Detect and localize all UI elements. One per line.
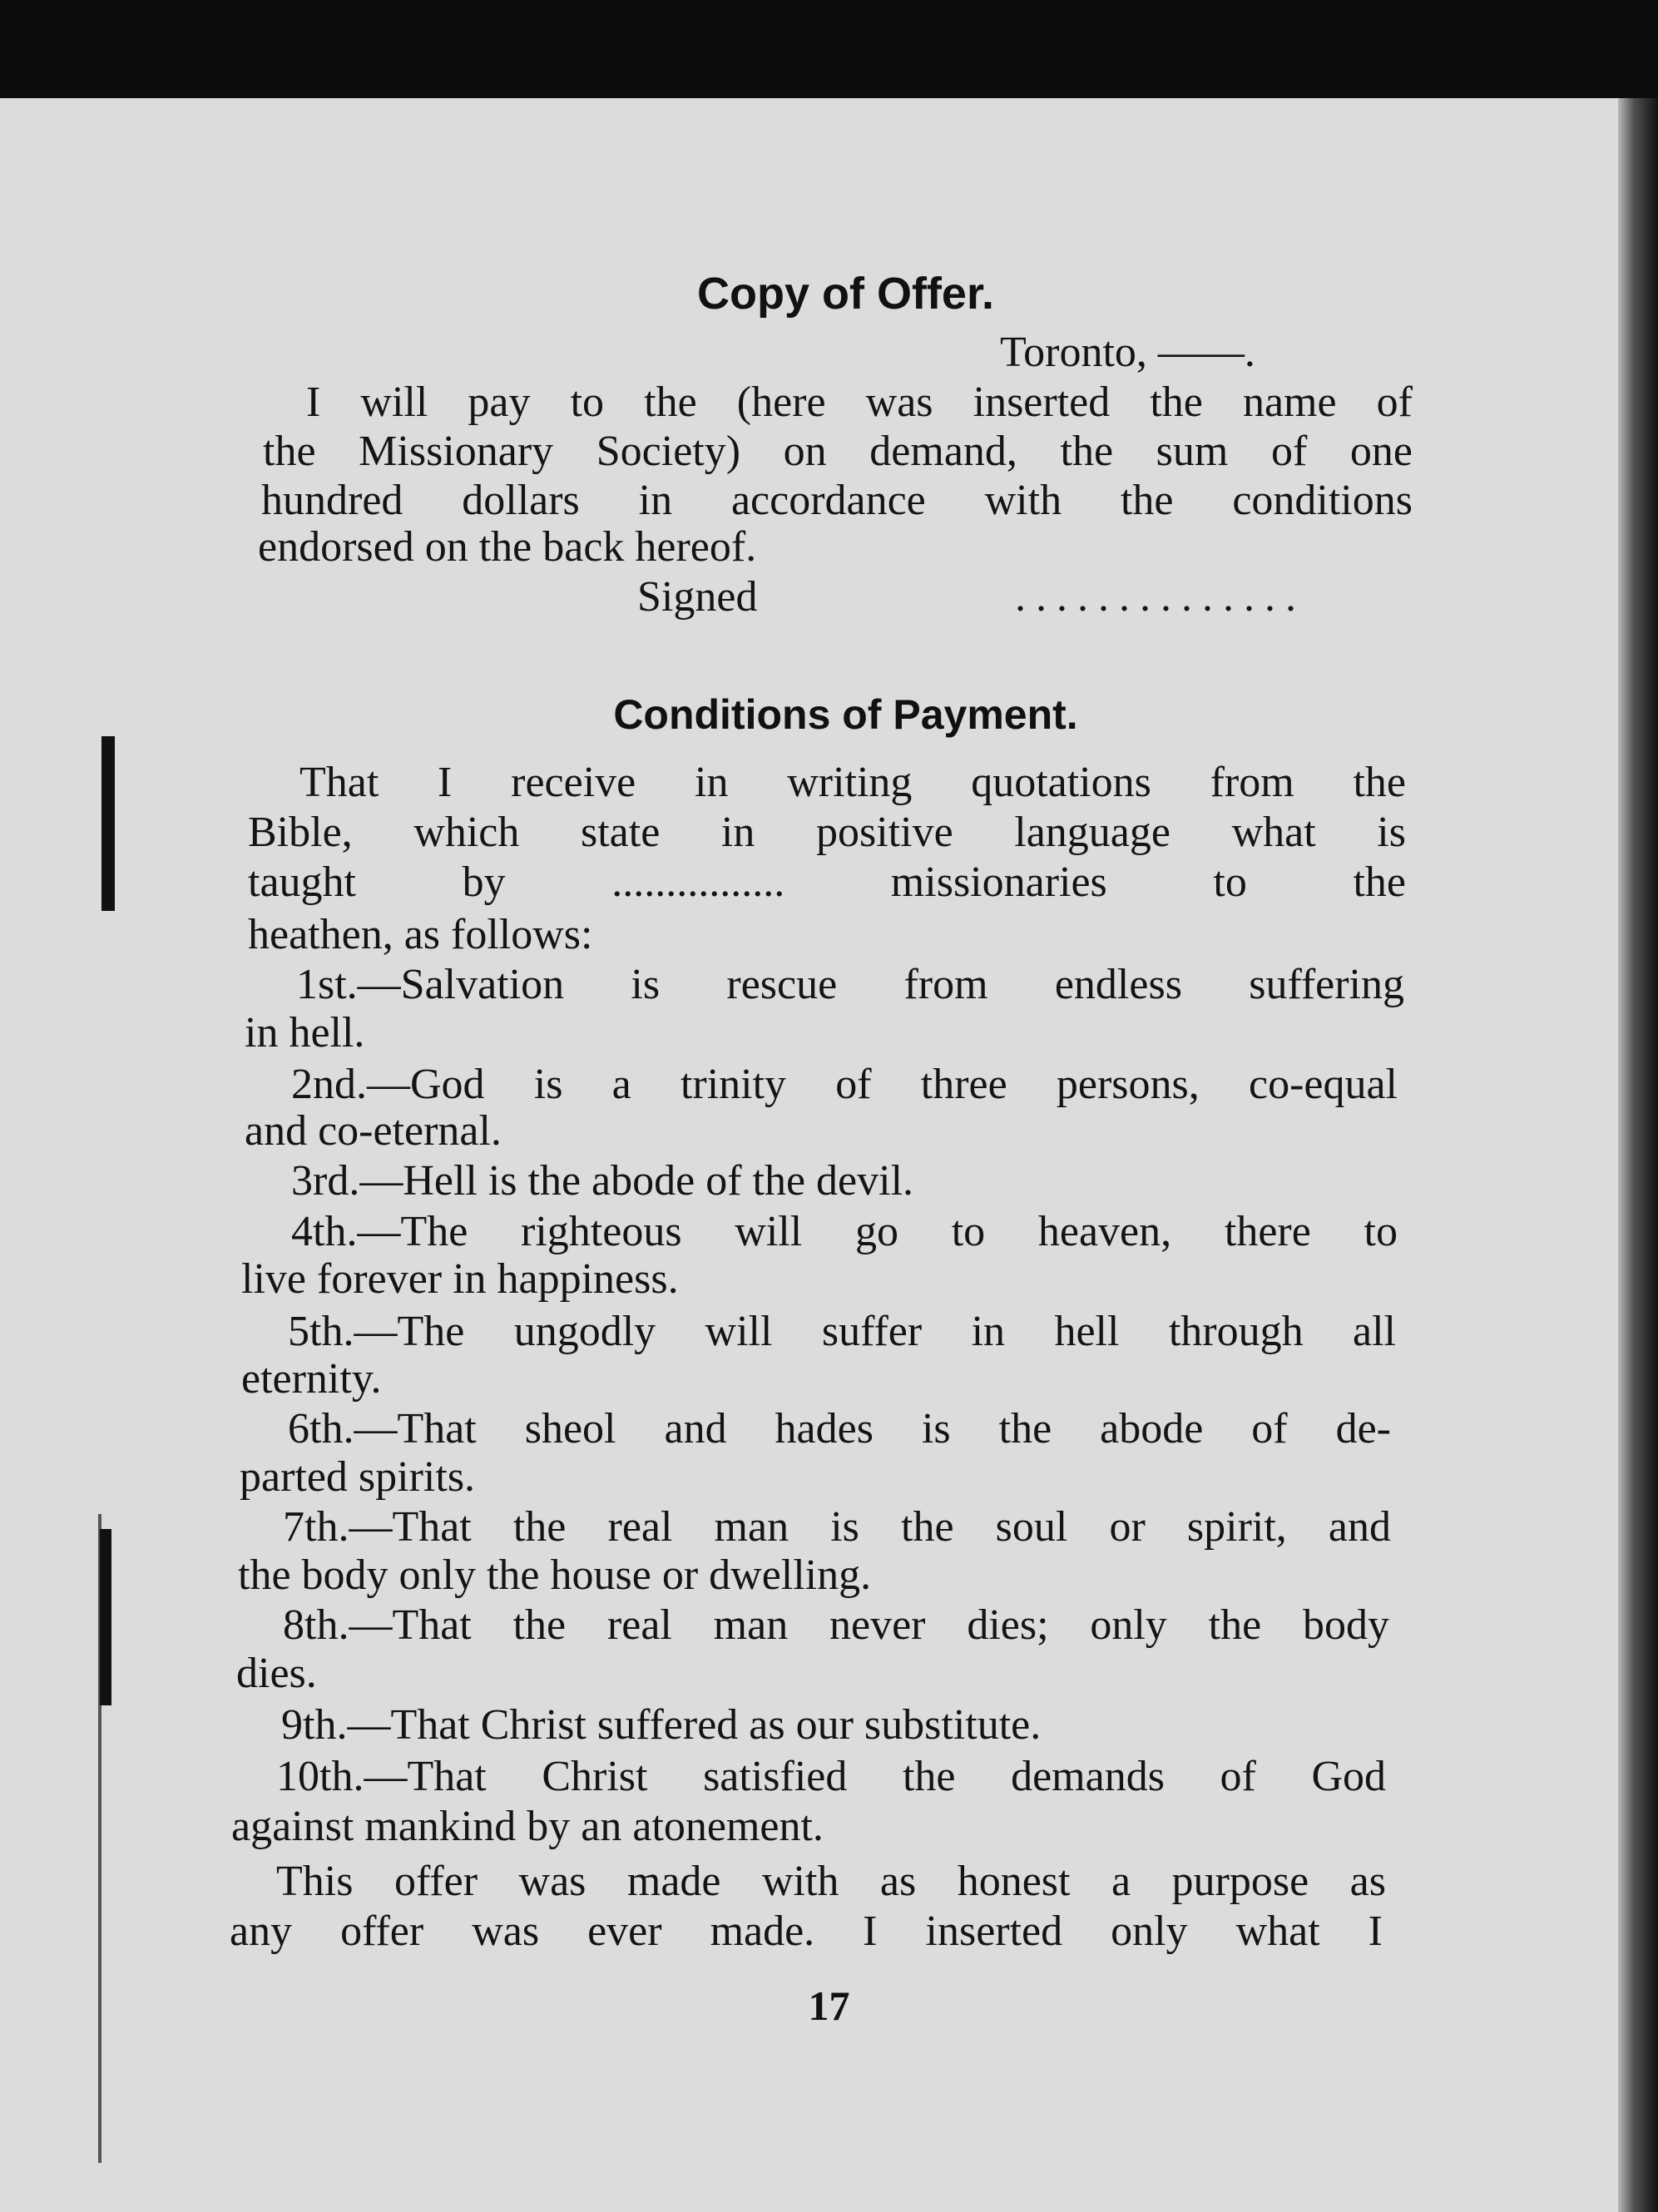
signature-line: .............. [1015,573,1306,621]
condition-line: any offer was ever made. I inserted only what I [230,1908,1383,1955]
condition-line: 9th.—That Christ suffered as our substitute. [281,1701,1042,1749]
page-edge-shadow [1618,98,1658,2212]
condition-line: 4th.—The righteous will go to heaven, there to [291,1208,1398,1255]
condition-line: in hell. [245,1009,365,1057]
offer-line: hundred dollars in accordance with the conditions [261,477,1413,524]
offer-place-date: Toronto, ——. [1000,329,1255,376]
condition-line: 10th.—That Christ satisfied the demands of God [276,1753,1386,1800]
condition-line: parted spirits. [240,1453,476,1501]
condition-line: 6th.—That sheol and hades is the abode of de- [288,1405,1391,1452]
binding-mark [101,736,115,911]
offer-line: endorsed on the back hereof. [258,523,757,571]
offer-line: I will pay to the (here was inserted the name of [306,379,1413,426]
condition-line: This offer was made with as honest a purpose as [276,1858,1386,1905]
condition-line: 5th.—The ungodly will suffer in hell through all [288,1308,1396,1355]
condition-line: and co-eternal. [245,1107,502,1155]
condition-line: heathen, as follows: [248,911,593,958]
signed-label: Signed [637,573,758,621]
condition-line: 8th.—That the real man never dies; only the body [283,1601,1389,1649]
binding-mark [100,1614,111,1705]
condition-line: 1st.—Salvation is rescue from endless suffering [296,961,1404,1008]
condition-line: 7th.—That the real man is the soul or spirit, and [283,1503,1391,1551]
condition-line: That I receive in writing quotations from the [299,759,1406,806]
condition-line: taught by ................ missionaries to the [248,859,1406,906]
condition-line: against mankind by an atonement. [231,1803,824,1850]
condition-line: eternity. [241,1355,382,1403]
page-number: 17 [808,1982,850,2029]
offer-title: Copy of Offer. [696,269,994,319]
conditions-title: Conditions of Payment. [613,691,1078,738]
binding-mark [100,1529,111,1625]
condition-line: Bible, which state in positive language what is [248,809,1406,856]
offer-line: the Missionary Society) on demand, the sum of one [263,428,1413,475]
condition-line: live forever in happiness. [241,1255,679,1303]
condition-line: the body only the house or dwelling. [238,1551,872,1599]
condition-line: 2nd.—God is a trinity of three persons, co-equal [291,1061,1398,1108]
condition-line: 3rd.—Hell is the abode of the devil. [291,1157,914,1205]
condition-line: dies. [236,1650,317,1697]
